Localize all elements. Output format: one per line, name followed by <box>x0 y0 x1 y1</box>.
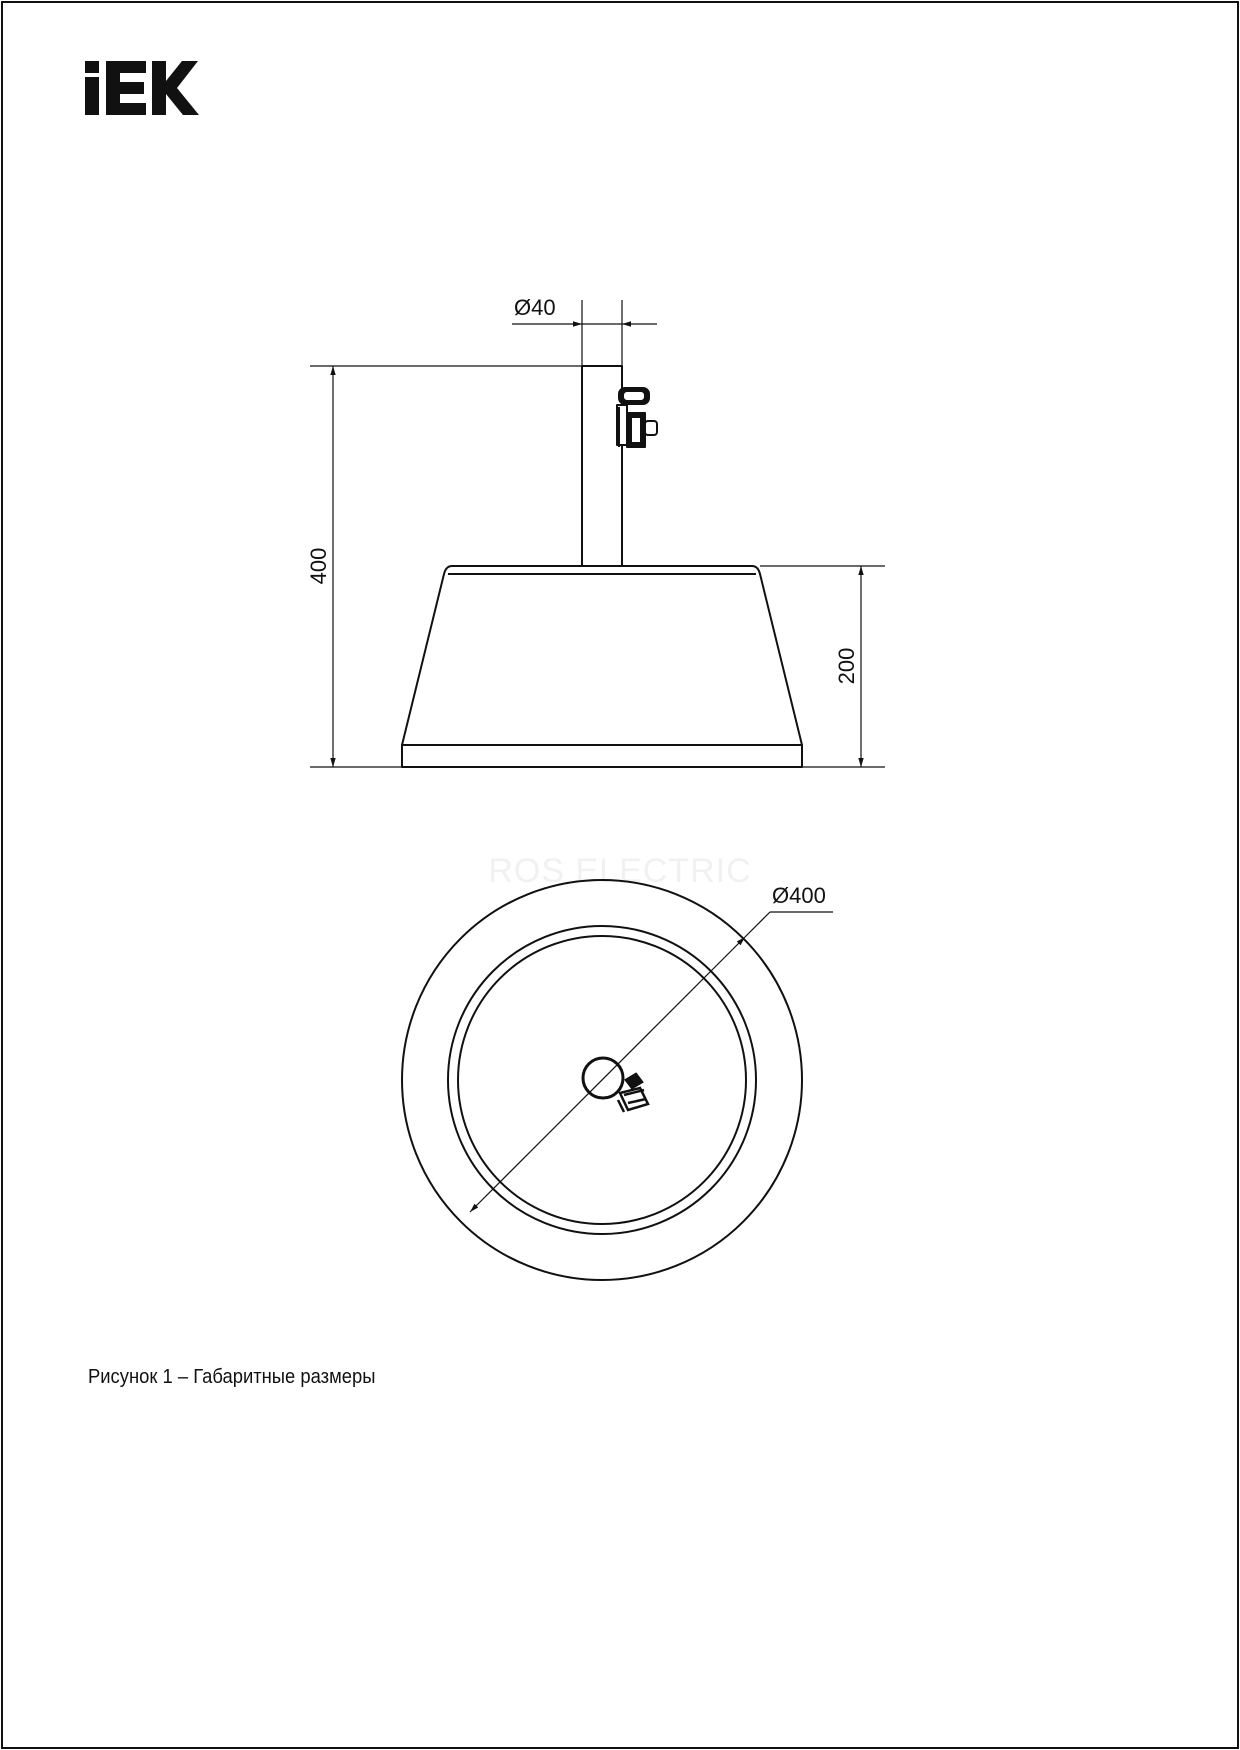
base-height-label: 200 <box>834 647 859 685</box>
base-body <box>402 566 802 745</box>
figure-caption: Рисунок 1 – Габаритные размеры <box>88 1366 376 1388</box>
stem <box>582 366 622 566</box>
base-diameter-label: Ø400 <box>772 883 826 908</box>
side-view <box>402 366 802 767</box>
clamp <box>617 388 657 447</box>
side-dimensions <box>310 300 885 767</box>
top-dimension <box>470 912 833 1212</box>
iek-logo <box>85 61 199 115</box>
stem-top <box>583 1058 623 1098</box>
overall-height-label: 400 <box>306 547 331 585</box>
watermark: ROS ELECTRIC <box>488 852 752 890</box>
stem-diameter-label: Ø40 <box>514 295 556 320</box>
base-foot <box>402 745 802 767</box>
